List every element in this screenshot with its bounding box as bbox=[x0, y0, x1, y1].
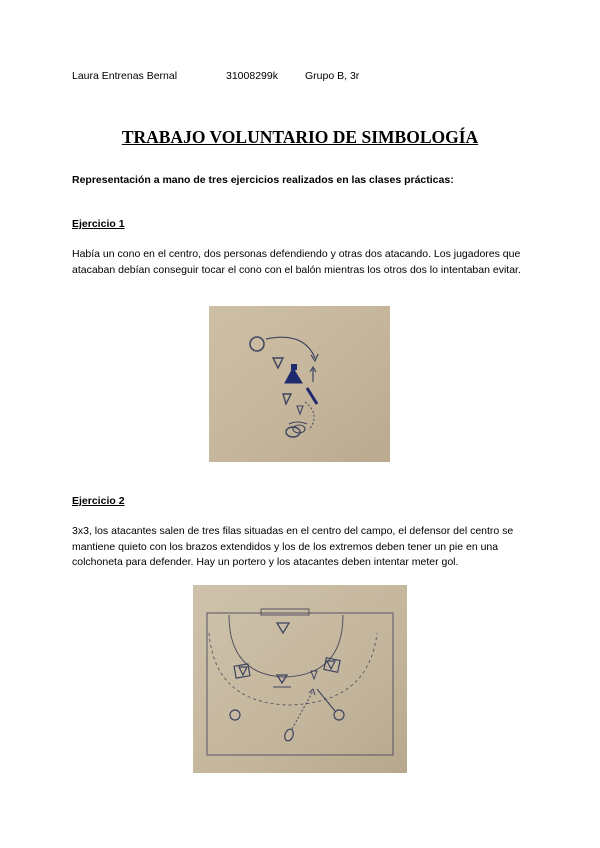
student-id: 31008299k bbox=[226, 70, 278, 82]
exercise-1-sketch bbox=[209, 306, 390, 462]
exercise-2-text: 3x3, los atacantes salen de tres filas situadas en el centro del campo, el defensor del centro se mantiene quieto con los brazos extendidos y los de los extremos deben tener un pie en una colchoneta para defender. Hay un portero y los atacantes deben intentar meter gol. bbox=[72, 525, 514, 568]
group-label: Grupo B, 3r bbox=[305, 70, 360, 82]
cone-top bbox=[291, 364, 297, 370]
page-title: TRABAJO VOLUNTARIO DE SIMBOLOGÍA bbox=[121, 127, 479, 147]
subtitle: Representación a mano de tres ejercicios realizados en las clases prácticas: bbox=[72, 174, 454, 186]
exercise-1-text: Había un cono en el centro, dos personas defendiendo y otras dos atacando. Los jugadores que atacaban debían conseguir tocar el cono con el balón mientras los otros dos lo intentaban evitar. bbox=[72, 248, 521, 276]
author-name: Laura Entrenas Bernal bbox=[72, 70, 178, 82]
exercise-2-sketch bbox=[193, 585, 407, 773]
exercise-2-heading: Ejercicio 2 bbox=[72, 495, 125, 507]
exercise-1-heading: Ejercicio 1 bbox=[72, 218, 125, 230]
paper-background bbox=[209, 306, 390, 462]
